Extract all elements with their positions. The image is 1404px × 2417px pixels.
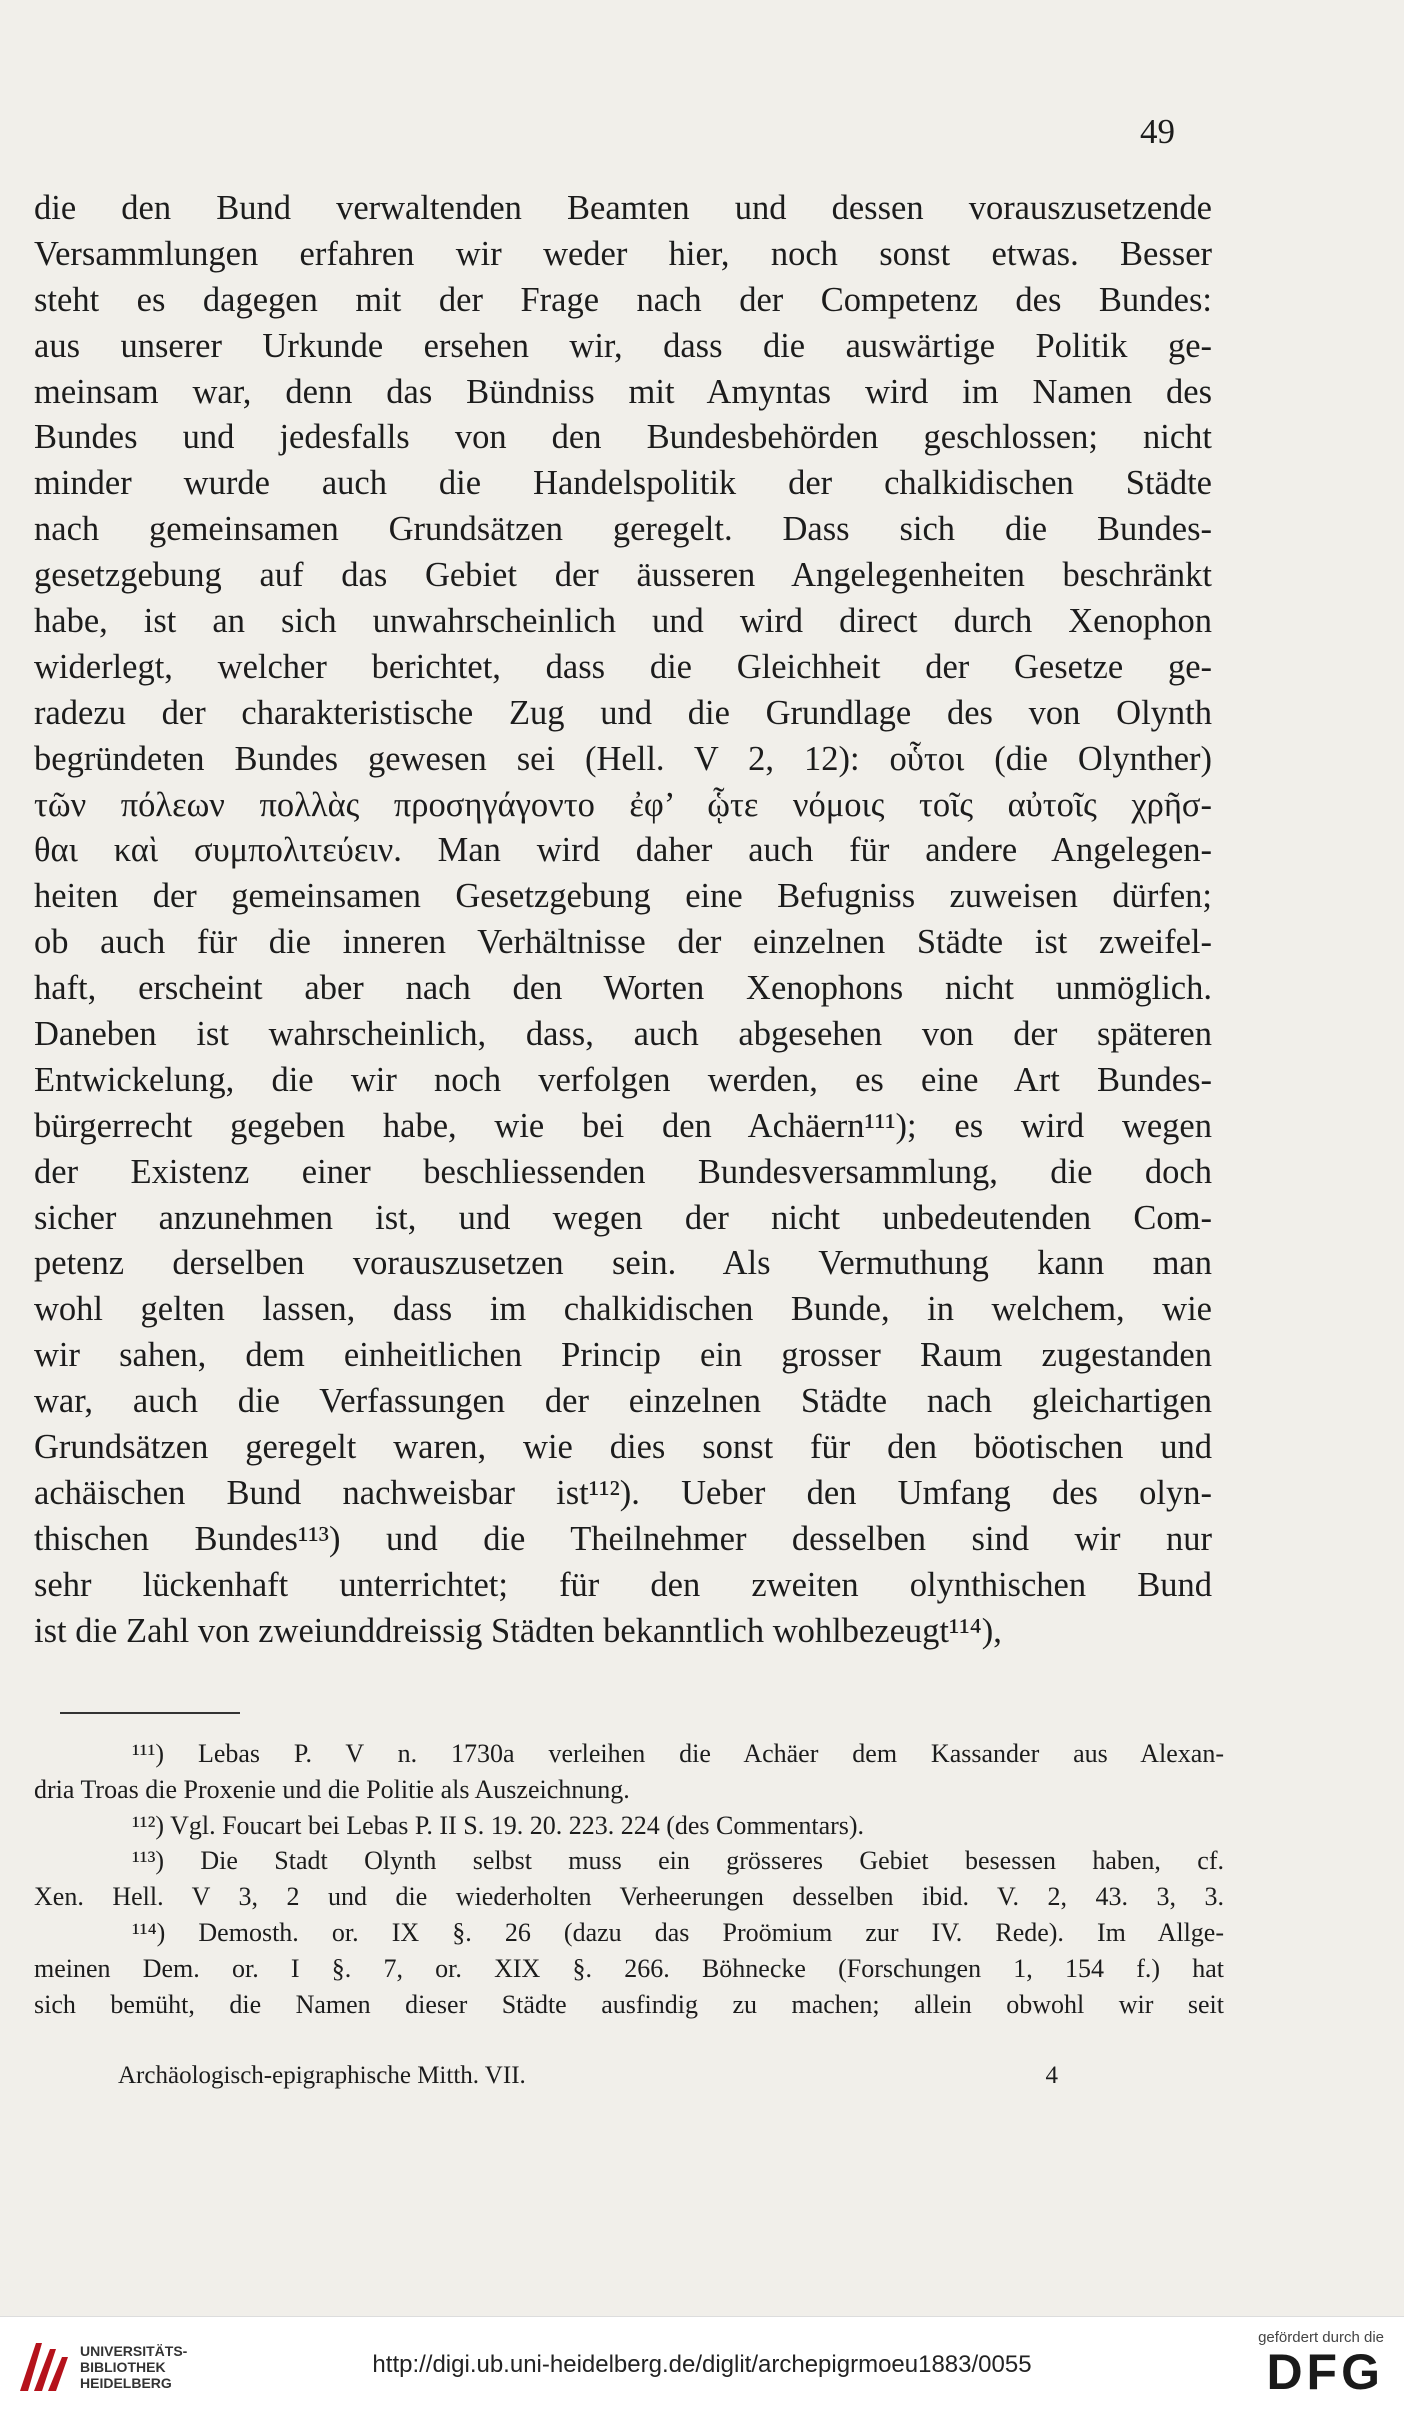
text-line: τῶν πόλεων πολλὰς προσηγάγοντο ἐφ’ ᾧτε νόμοις τοῖς αὐτοῖς χρῆσ- (34, 785, 1212, 824)
footnote-line: ¹¹³) Die Stadt Olynth selbst muss ein grösseres Gebiet besessen haben, cf. (132, 1846, 1224, 1876)
library-name-line: BIBLIOTHEK (80, 2359, 166, 2375)
text-line: minder wurde auch die Handelspolitik der chalkidischen Städte (34, 464, 1212, 503)
library-name-line: UNIVERSITÄTS- (80, 2343, 188, 2359)
journal-signature: Archäologisch-epigraphische Mitth. VII. (118, 2062, 526, 2089)
library-name-line: HEIDELBERG (80, 2375, 172, 2391)
text-line: achäischen Bund nachweisbar ist¹¹²). Ueber den Umfang des olyn- (34, 1473, 1212, 1512)
text-line: bürgerrecht gegeben habe, wie bei den Achäern¹¹¹); es wird wegen (34, 1106, 1212, 1145)
text-line: radezu der charakteristische Zug und die Grundlage des von Olynth (34, 693, 1212, 732)
text-line: Grundsätzen geregelt waren, wie dies sonst für den böotischen und (34, 1428, 1212, 1467)
text-line: meinsam war, denn das Bündniss mit Amyntas wird im Namen des (34, 372, 1212, 411)
funding-label: gefördert durch die (1258, 2329, 1384, 2346)
text-line: sehr lückenhaft unterrichtet; für den zweiten olynthischen Bund (34, 1565, 1212, 1604)
text-line: widerlegt, welcher berichtet, dass die Gleichheit der Gesetze ge- (34, 647, 1212, 686)
sheet-number: 4 (1045, 2062, 1058, 2089)
footnote-line: Xen. Hell. V 3, 2 und die wiederholten Verheerungen desselben ibid. V. 2, 43. 3, 3. (34, 1882, 1224, 1912)
text-line: wir sahen, dem einheitlichen Princip ein grosser Raum zugestanden (34, 1336, 1212, 1375)
signature-line (118, 2062, 1058, 2090)
text-line: thischen Bundes¹¹³) und die Theilnehmer desselben sind wir nur (34, 1519, 1212, 1558)
text-line: nach gemeinsamen Grundsätzen geregelt. Dass sich die Bundes- (34, 510, 1212, 549)
text-line: Daneben ist wahrscheinlich, dass, auch abgesehen von der späteren (34, 1015, 1212, 1054)
text-line: sicher anzunehmen ist, und wegen der nicht unbedeutenden Com- (34, 1198, 1212, 1237)
viewer-footer (0, 2316, 1404, 2417)
main-text (34, 186, 1212, 1655)
text-line: begründeten Bundes gewesen sei (Hell. V 2, 12): οὗτοι (die Olynther) (34, 739, 1212, 778)
text-line: habe, ist an sich unwahrscheinlich und wird direct durch Xenophon (34, 602, 1212, 641)
permalink-url[interactable]: http://digi.ub.uni-heidelberg.de/diglit/archepigrmoeu1883/0055 (372, 2351, 1032, 2378)
text-line: Entwickelung, die wir noch verfolgen werden, es eine Art Bundes- (34, 1060, 1212, 1099)
text-line: gesetzgebung auf das Gebiet der äusseren Angelegenheiten beschränkt (34, 556, 1212, 595)
footnote-line: meinen Dem. or. I §. 7, or. XIX §. 266. Böhnecke (Forschungen 1, 154 f.) hat (34, 1953, 1224, 1983)
text-line: haft, erscheint aber nach den Worten Xenophons nicht unmöglich. (34, 969, 1212, 1008)
footnote-line: dria Troas die Proxenie und die Politie als Auszeichnung. (34, 1774, 630, 1804)
text-line: ist die Zahl von zweiunddreissig Städten bekanntlich wohlbezeugt¹¹⁴), (34, 1611, 1002, 1650)
text-line: die den Bund verwaltenden Beamten und dessen vorauszusetzende (34, 189, 1212, 227)
footnote-line: sich bemüht, die Namen dieser Städte ausfindig zu machen; allein obwohl wir seit (34, 1989, 1224, 2019)
text-line: petenz derselben vorauszusetzen sein. Als Vermuthung kann man (34, 1244, 1212, 1283)
text-line: Versammlungen erfahren wir weder hier, noch sonst etwas. Besser (34, 234, 1212, 273)
text-line: wohl gelten lassen, dass im chalkidischen Bunde, in welchem, wie (34, 1290, 1212, 1329)
text-line: aus unserer Urkunde ersehen wir, dass die auswärtige Politik ge- (34, 326, 1212, 365)
footnotes (34, 1736, 1224, 2022)
text-line: war, auch die Verfassungen der einzelnen Städte nach gleichartigen (34, 1382, 1212, 1421)
text-line: der Existenz einer beschliessenden Bundesversammlung, die doch (34, 1152, 1212, 1191)
footnote-line: ¹¹¹) Lebas P. V n. 1730a verleihen die Achäer dem Kassander aus Alexan- (132, 1739, 1224, 1768)
footnote-rule (60, 1712, 240, 1714)
dfg-logo: DFG (1266, 2344, 1384, 2400)
text-line: ob auch für die inneren Verhältnisse der einzelnen Städte ist zweifel- (34, 923, 1212, 962)
text-line: θαι καὶ συμπολιτεύειν. Man wird daher auch für andere Angelegen- (34, 831, 1212, 870)
text-line: Bundes und jedesfalls von den Bundesbehörden geschlossen; nicht (34, 418, 1212, 457)
text-line: steht es dagegen mit der Frage nach der Competenz des Bundes: (34, 280, 1212, 319)
text-line: heiten der gemeinsamen Gesetzgebung eine Befugniss zuweisen dürfen; (34, 877, 1212, 916)
footnote-line: ¹¹²) Vgl. Foucart bei Lebas P. II S. 19. 20. 223. 224 (des Commentars). (132, 1810, 865, 1840)
page-number: 49 (1140, 112, 1175, 151)
funding-notice (1258, 2329, 1384, 2398)
footnote-line: ¹¹⁴) Demosth. or. IX §. 26 (dazu das Proömium zur IV. Rede). Im Allge- (132, 1917, 1224, 1947)
